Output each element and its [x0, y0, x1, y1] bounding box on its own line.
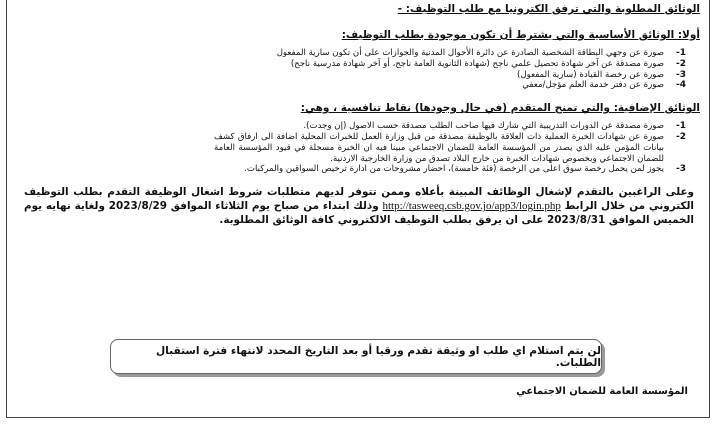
frame-left-border	[6, 0, 7, 418]
item-number: 2 -	[676, 59, 686, 70]
list-item	[14, 80, 686, 91]
application-instructions	[24, 185, 694, 227]
item-number: 1 -	[676, 48, 686, 59]
item-text: صورة مصدقة عن الدورات التدريبية التي شارك فيها صاحب الطلب مصدقة حسب الاصول (إن وجدت).	[303, 121, 664, 132]
application-link[interactable]: http://tasweeq.csb.gov.jo/app3/login.php	[382, 200, 561, 213]
frame-bottom-border	[6, 417, 710, 418]
item-text: صورة عن وجهي البطاقة الشخصية الصادرة عن دائرة الأحوال المدنية والجوازات على أن تكون سارية المفعول	[276, 48, 664, 58]
item-number: 3 -	[676, 164, 686, 175]
item-text: صورة عن شهادات الخبرة العملية ذات العلاقة بالوظيفة مصدقة من قبل وزارة العمل للخبرات المحلية اضافة الى ارفاق كشف بيانات المؤمن عليه الذي يصدر من المؤسسة العامة للضمان الاجتماعي مبينا فيه ان الخبرة مسجلة في قيود المؤسسة العامة للضمان الاجتماعي وبخصوص شهادات الخبرة من خارج البلاد تصدق من وزارة الخارجية الاردنية.	[214, 131, 664, 164]
list-item	[14, 48, 686, 59]
required-documents-heading: الوثائق المطلوبة والتي ترفق الكترونيا مع طلب التوظيف: -	[397, 3, 700, 15]
item-text: صورة مصدقة عن آخر شهادة تحصيل علمي ناجح (شهادة الثانوية العامة ناجح، أو آخر شهادة مدرسية ناجح)	[290, 58, 664, 69]
list-item	[14, 164, 686, 175]
additional-documents-heading: الوثائق الإضافية: والتي تمنح المتقدم (في حال وجودها) نقاط تنافسية ، وهي:	[300, 102, 700, 115]
item-text: يجوز لمن يحمل رخصة سوق اعلى من الرخصة (فئة خامسة)، احضار مشروحات من ادارة ترخيص السواقين والمركبات.	[244, 164, 664, 175]
basic-documents-heading: أولا: الوثائق الأساسية والتي يشترط أن تكون موجودة بطلب التوظيف:	[341, 29, 700, 41]
item-text: صورة عن دفتر خدمة العلم مؤجل/معفي	[522, 80, 664, 91]
item-number: 1 -	[676, 121, 686, 132]
item-number: 3 -	[676, 70, 686, 81]
notice-text: لن يتم استلام اي طلب او وثيقة تقدم ورقيا أو بعد التاريخ المحدد لانتهاء فترة استقبال الطلبات.	[155, 344, 601, 369]
item-text: صورة عن رخصة القيادة (سارية المفعول)	[517, 69, 664, 80]
frame-right-border	[709, 0, 710, 418]
basic-documents-list	[14, 48, 700, 91]
list-item	[14, 59, 686, 70]
instructions-text-start: وعلى الراغبين بالتقدم لإشغال الوظائف المبينة بأعلاه وممن تتوفر لديهم متطلبات شروط اشغال الوظيفة التقدم بطلب التوظيف الكتروني من خلال الرابط	[24, 186, 694, 213]
additional-documents-list	[14, 121, 700, 175]
issuing-organization: المؤسسة العامة للضمان الاجتماعي	[516, 386, 688, 397]
list-item	[14, 132, 686, 164]
list-item	[14, 121, 686, 132]
document-body	[14, 2, 700, 227]
instructions-text-end: وذلك ابتداء من صباح يوم الثلاثاء الموافق 2023/8/29 ولغاية نهايه يوم الخميس الموافق 2023/8/31 على ان يرفق بطلب التوظيف الالكتروني كافة الوثائق المطلوبة.	[24, 200, 694, 227]
list-item	[14, 70, 686, 81]
paper-submission-notice	[110, 339, 602, 374]
item-number: 2 -	[676, 132, 686, 143]
item-number: 4 -	[676, 80, 686, 91]
